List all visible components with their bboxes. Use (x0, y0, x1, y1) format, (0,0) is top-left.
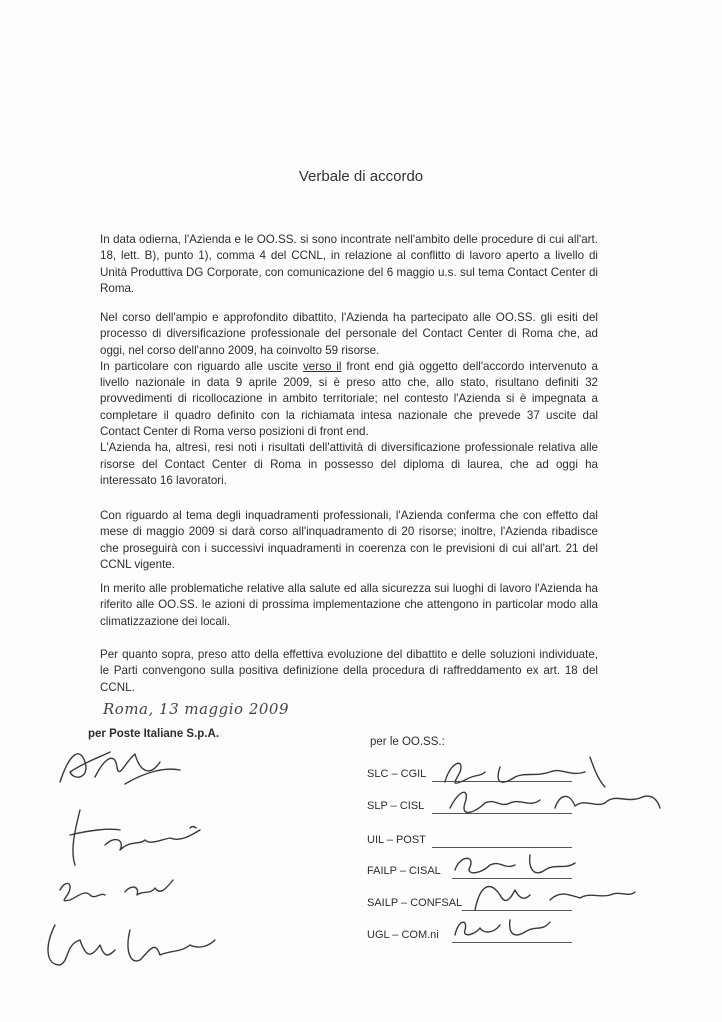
union-slc-cgil: SLC – CGIL (367, 768, 427, 780)
paragraph-discussion (100, 310, 598, 489)
text-run: front end già oggetto dell'accordo intervenuto a livello nazionale in data 9 aprile 2009, si è preso atto che, allo stato, risultano definiti 32 provvedimenti di ricollocazione in ambito territoriale; nel contesto l'Azienda si è impegnata a completare il quadro definito con la richiamata intesa nazionale che prevede 37 uscite dal Contact Center di Roma verso posizioni di front end. (100, 359, 598, 439)
text-run: In particolare con riguardo alle uscite (100, 359, 303, 373)
document-title: Verbale di accordo (298, 168, 424, 185)
signature-company-3 (55, 870, 185, 910)
unions-label: per le OO.SS.: (370, 736, 445, 748)
paragraph-text: Per quanto sopra, preso atto della effettiva evoluzione del dibattito e delle soluzioni individuate, le Parti convengono sulla positiva definizione della procedura di raffreddamento ex art. 18 del CCNL. (100, 648, 598, 694)
signature-company-1 (55, 742, 185, 792)
paragraph-text: In merito alle problematiche relative alla salute ed alla sicurezza sui luoghi di lavoro l'Azienda ha riferito alle OO.SS. le azioni di prossima implementazione che attengono in particolar modo alla climatizzazione dei locali. (100, 582, 598, 628)
paragraph-conclusion (100, 647, 598, 696)
signature-slp-cisl (445, 778, 665, 828)
company-label: per Poste Italiane S.p.A. (88, 728, 220, 740)
union-failp-cisal: FAILP – CISAL (367, 865, 441, 877)
paragraph-safety (100, 581, 598, 630)
paragraph-meeting (100, 232, 598, 297)
paragraph-front-end (100, 359, 598, 440)
paragraph-text: Nel corso dell'ampio e approfondito dibattito, l'Azienda ha partecipato alle OO.SS. gli esiti del processo di diversificazione professionale del personale del Contact Center di Roma che, ad oggi, nel corso dell'anno 2009, ha coinvolto 59 risorse. (100, 311, 598, 357)
signature-ugl-comni (450, 910, 560, 945)
place-date-handwritten: Roma, 13 maggio 2009 (103, 700, 290, 718)
union-ugl-comni: UGL – COM.ni (367, 929, 439, 941)
paragraph-inquadramenti (100, 508, 598, 573)
signature-company-2 (60, 800, 210, 870)
union-slp-cisl: SLP – CISL (367, 800, 425, 812)
paragraph-text: In data odierna, l'Azienda e le OO.SS. si sono incontrate nell'ambito delle procedure di cui all'art. 18, lett. B), punto 1), comma 4 del CCNL, in relazione al conflitto di lavoro aperto a livello di Unità Produttiva DG Corporate, con comunicazione del 6 maggio u.s. sul tema Contact Center di Roma. (100, 233, 598, 295)
signature-company-4 (40, 915, 220, 975)
underlined-text: verso il (302, 359, 342, 373)
union-uil-post: UIL – POST (367, 834, 426, 846)
paragraph-text: L'Azienda ha, altresì, resi noti i risultati dell'attività di diversificazione professionale relativa alle risorse del Contact Center di Roma in possesso del diploma di laurea, che ad oggi ha interessato 16 lavoratori. (100, 441, 598, 487)
union-sailp-confsal: SAILP – CONFSAL (367, 897, 463, 909)
paragraph-text: Con riguardo al tema degli inquadramenti professionali, l'Azienda conferma che con effetto dal mese di maggio 2009 si darà corso all'inquadramento di 20 risorse; inoltre, l'Azienda ribadisce che proseguirà con i successivi inquadramenti in coerenza con le previsioni di cui all'art. 21 del CCNL vigente. (100, 509, 598, 571)
